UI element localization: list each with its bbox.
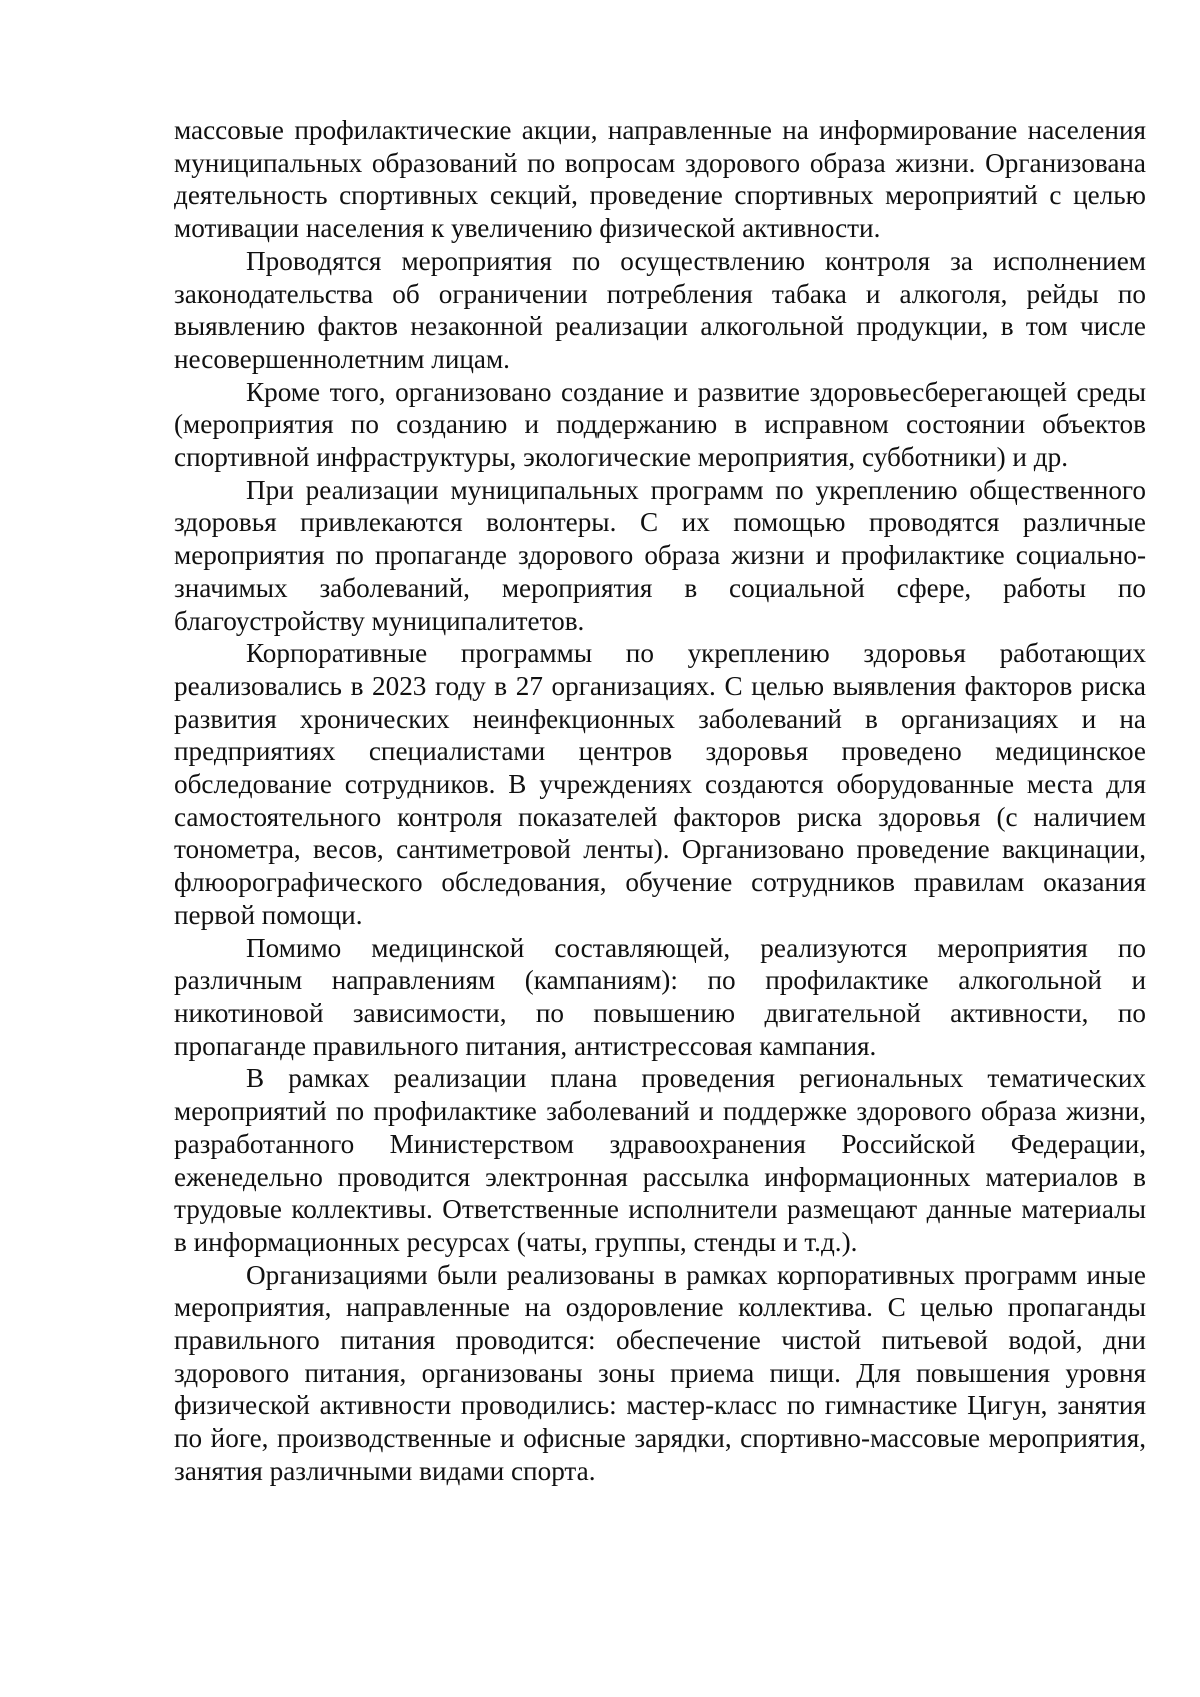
paragraph-continuation: массовые профилактические акции, направленные на информирование населения муниципальных образований по вопросам здорового образа жизни. Организована деятельность спортивных секций, проведение спортивных мероприятий с целью мотивации населения к увеличению физической активности. — [174, 115, 1146, 244]
paragraph-law-control: Проводятся мероприятия по осуществлению контроля за исполнением законодательства об ограничении потребления табака и алкоголя, рейды по выявлению фактов незаконной реализации алкогольной продукции, в том числе несовершеннолетним лицам. — [174, 245, 1146, 374]
paragraph-volunteers: При реализации муниципальных программ по укреплению общественного здоровья привлекаются волонтеры. С их помощью проводятся различные мероприятия по пропаганде здорового образа жизни и профилактике социально-значимых заболеваний, мероприятия в социальной сфере, работы по благоустройству муниципалитетов. — [174, 474, 1146, 636]
paragraph-campaigns: Помимо медицинской составляющей, реализуются мероприятия по различным направлениям (кампаниям): по профилактике алкогольной и никотиновой зависимости, по повышению двигательной активности, по пропаганде правильного питания, антистрессовая кампания. — [174, 932, 1146, 1061]
paragraph-corporate-programs: Корпоративные программы по укреплению здоровья работающих реализовались в 2023 году в 27 организациях. С целью выявления факторов риска развития хронических неинфекционных заболеваний в организациях и на предприятиях специалистами центров здоровья проведено медицинское обследование сотрудников. В учреждениях создаются оборудованные места для самостоятельного контроля показателей факторов риска здоровья (с наличием тонометра, весов, сантиметровой ленты). Организовано проведение вакцинации, флюорографического обследования, обучение сотрудников правилам оказания первой помощи. — [174, 638, 1146, 930]
paragraph-environment: Кроме того, организовано создание и развитие здоровьесберегающей среды (мероприятия по созданию и поддержанию в исправном состоянии объектов спортивной инфраструктуры, экологические мероприятия, субботники) и др. — [174, 376, 1146, 473]
paragraph-organizations: Организациями были реализованы в рамках корпоративных программ иные мероприятия, направленные на оздоровление коллектива. С целью пропаганды правильного питания проводится: обеспечение чистой питьевой водой, дни здорового питания, организованы зоны приема пищи. Для повышения уровня физической активности проводились: мастер-класс по гимнастике Цигун, занятия по йоге, производственные и офисные зарядки, спортивно-массовые мероприятия, занятия различными видами спорта. — [174, 1259, 1146, 1486]
paragraph-regional-events: В рамках реализации плана проведения региональных тематических мероприятий по профилактике заболеваний и поддержке здорового образа жизни, разработанного Министерством здравоохранения Российской Федерации, еженедельно проводится электронная рассылка информационных материалов в трудовые коллективы. Ответственные исполнители размещают данные материалы в информационных ресурсах (чаты, группы, стенды и т.д.). — [174, 1063, 1146, 1257]
document-page — [174, 114, 1146, 1488]
